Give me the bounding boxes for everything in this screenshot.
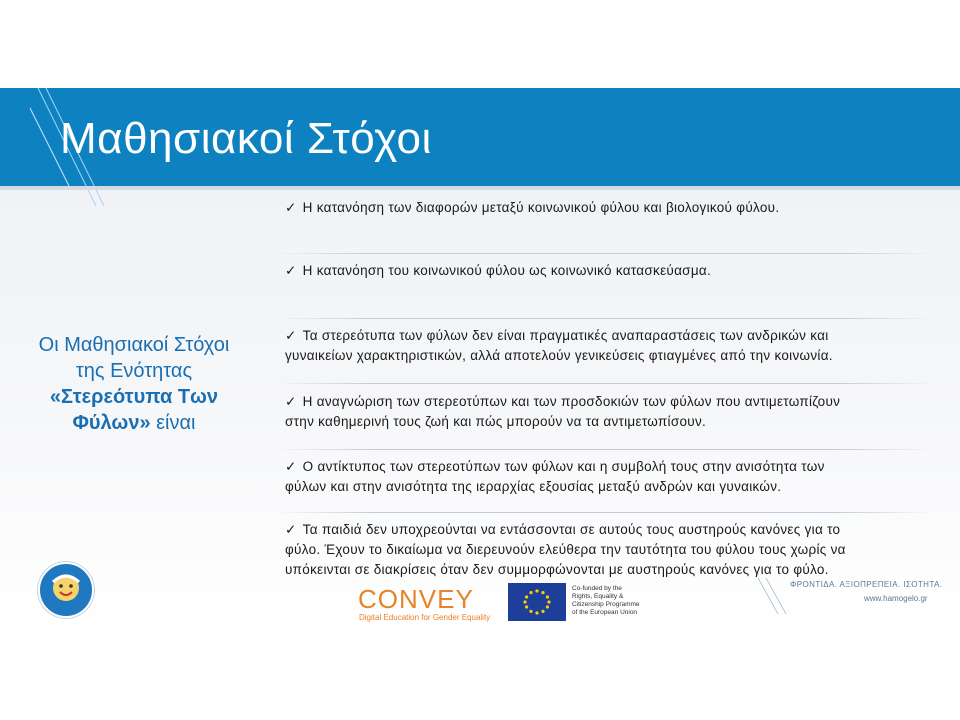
website-link[interactable]: www.hamogelo.gr: [864, 594, 928, 603]
checkmark-icon: ✓: [285, 394, 297, 410]
objective-text: Τα στερεότυπα των φύλων δεν είναι πραγματικές αναπαραστάσεις των ανδρικών και: [302, 328, 829, 343]
objective-line: φύλων και στην ανισότητα της ιεραρχίας εξουσίας μεταξύ ανδρών και γυναικών.: [285, 479, 782, 494]
smile-of-the-child-logo-icon: [38, 562, 94, 618]
convey-subtitle: Digital Education for Gender Equality: [359, 613, 491, 622]
objective-item: [275, 261, 935, 281]
objective-text: Ο αντίκτυπος των στερεοτύπων των φύλων και η συμβολή τους στην ανισότητα των: [302, 459, 825, 474]
convey-logo: CONVEY: [358, 584, 474, 614]
objective-text: Η αναγνώριση των στερεοτύπων και των προσδοκιών των φύλων που αντιμετωπίζουν: [302, 394, 841, 409]
section-heading-line: «Στερεότυπα Των: [49, 386, 219, 408]
objective-divider: [275, 512, 935, 513]
eu-funding-line: Co-funded by the: [572, 585, 622, 592]
objective-item: [275, 198, 935, 218]
objective-item: [275, 520, 935, 580]
slide-title: Μαθησιακοί Στόχοι: [60, 114, 432, 163]
objective-line: [285, 198, 935, 218]
tagline: ΦΡΟΝΤΙΔΑ. ΑΞΙΟΠΡΕΠΕΙΑ. ΙΣΟΤΗΤΑ.: [790, 580, 943, 589]
objective-divider: [275, 383, 935, 384]
section-heading-line: της Ενότητας: [75, 360, 193, 382]
objective-line: [285, 392, 935, 412]
objective-line: [285, 520, 935, 540]
checkmark-icon: ✓: [285, 328, 297, 344]
objective-line: φύλο. Έχουν το δικαίωμα να διερευνούν ελεύθερα την ταυτότητα του φύλου τους χωρίς να: [285, 542, 846, 557]
checkmark-icon: ✓: [285, 459, 297, 475]
objective-text: Τα παιδιά δεν υποχρεούνται να εντάσσονται σε αυτούς τους αυστηρούς κανόνες για το: [302, 522, 841, 537]
objective-line: υπόκεινται σε διακρίσεις όταν δεν συμμορφώνονται με αυστηρούς κανόνες για το φύλο.: [285, 562, 829, 577]
objective-text: Η κατανόηση του κοινωνικού φύλου ως κοινωνικό κατασκεύασμα.: [302, 263, 712, 278]
objective-text: Η κατανόηση των διαφορών μεταξύ κοινωνικού φύλου και βιολογικού φύλου.: [302, 200, 780, 215]
checkmark-icon: ✓: [285, 263, 297, 279]
title-bar: [0, 88, 960, 186]
slide: [0, 88, 960, 628]
section-heading-strong: Φύλων»: [72, 412, 151, 434]
section-heading-line: [14, 410, 254, 436]
section-heading-rest: είναι: [150, 412, 196, 434]
objective-line: στην καθημερινή τους ζωή και πώς μπορούν να τα αντιμετωπίσουν.: [285, 414, 707, 429]
objective-line: γυναικείων χαρακτηριστικών, αλλά αποτελούν γενικεύσεις φτιαγμένες από την κοινωνία.: [285, 348, 833, 363]
title-underline: [0, 186, 960, 190]
section-heading: [14, 332, 254, 436]
checkmark-icon: ✓: [285, 200, 297, 216]
objective-line: [285, 326, 935, 346]
objective-line: [285, 457, 935, 477]
objective-line: [285, 261, 935, 281]
eu-funding-line: Citizenship Programme: [572, 601, 640, 608]
checkmark-icon: ✓: [285, 522, 297, 538]
objective-divider: [275, 318, 935, 319]
objective-item: [275, 392, 935, 432]
objective-item: [275, 457, 935, 497]
eu-funding-text: [572, 585, 652, 617]
eu-funding-line: of the European Union: [572, 609, 638, 616]
objective-divider: [275, 449, 935, 450]
objective-divider: [275, 253, 935, 254]
objective-item: [275, 326, 935, 366]
section-heading-line: Οι Μαθησιακοί Στόχοι: [38, 334, 230, 356]
eu-funding-line: Rights, Equality &: [572, 593, 624, 600]
eu-flag-icon: [508, 583, 566, 621]
